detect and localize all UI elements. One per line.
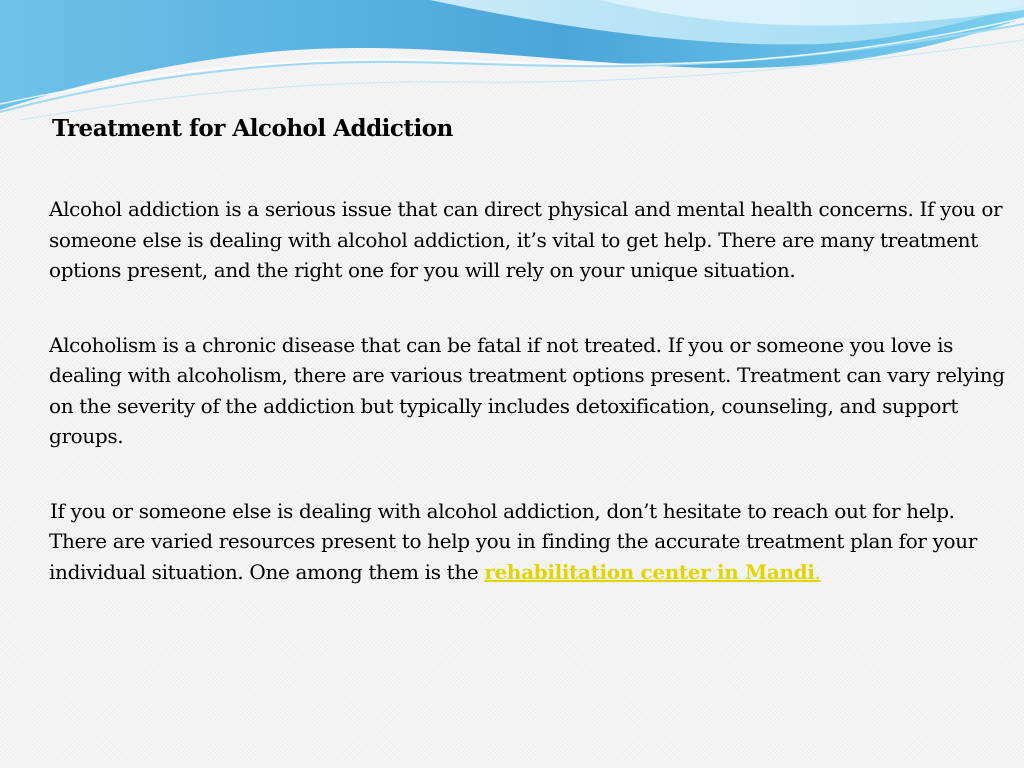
link-period: . xyxy=(814,559,821,584)
paragraph-3 xyxy=(49,496,1009,588)
paragraph-3-text: If you or someone else is dealing with alcohol addiction, don’t hesitate to reach out for help. There are varied resources present to help you in finding the accurate treatment plan for your individual situation. One among them is the xyxy=(49,498,977,584)
rehabilitation-center-link[interactable] xyxy=(484,560,820,584)
paragraph-1: Alcohol addiction is a serious issue that can direct physical and mental health concerns. If you or someone else is dealing with alcohol addiction, it’s vital to get help. There are many treatment options present, and the right one for you will rely on your unique situation. xyxy=(49,197,1003,282)
slide-body xyxy=(49,194,1009,587)
header-wave-decoration xyxy=(0,0,1024,130)
rehabilitation-center-link-label: rehabilitation center in Mandi xyxy=(484,559,815,584)
slide-title: Treatment for Alcohol Addiction xyxy=(52,115,453,142)
paragraph-2: Alcoholism is a chronic disease that can be fatal if not treated. If you or someone you love is dealing with alcoholism, there are various treatment options present. Treatment can vary relying on the severity of the addiction but typically includes detoxification, counseling, and support groups. xyxy=(49,332,1005,448)
